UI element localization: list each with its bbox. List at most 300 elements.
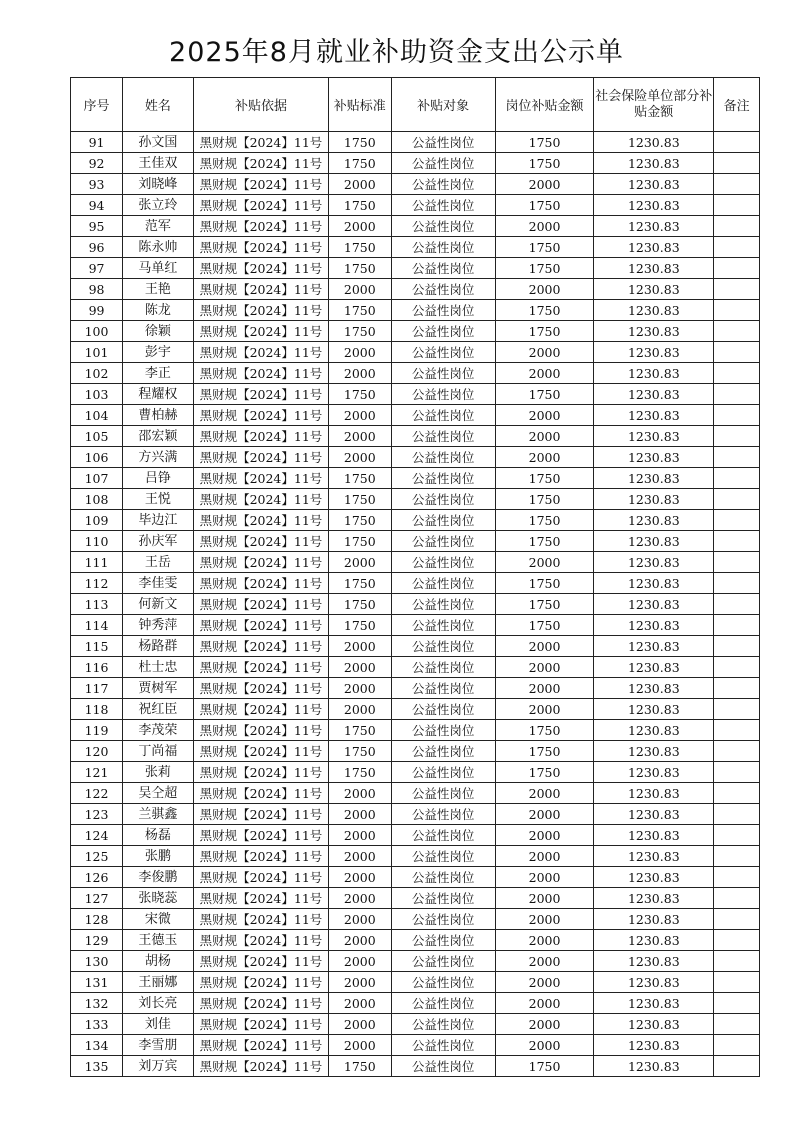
cell-target: 公益性岗位 bbox=[391, 321, 495, 342]
cell-insurance-amount: 1230.83 bbox=[594, 930, 714, 951]
table-row bbox=[71, 636, 760, 657]
cell-insurance-amount: 1230.83 bbox=[594, 468, 714, 489]
cell-target: 公益性岗位 bbox=[391, 363, 495, 384]
cell-standard: 1750 bbox=[329, 531, 391, 552]
cell-name: 胡杨 bbox=[123, 951, 194, 972]
cell-post-amount: 1750 bbox=[495, 531, 594, 552]
table-row bbox=[71, 384, 760, 405]
cell-standard: 2000 bbox=[329, 447, 391, 468]
cell-target: 公益性岗位 bbox=[391, 300, 495, 321]
cell-insurance-amount: 1230.83 bbox=[594, 762, 714, 783]
cell-basis: 黑财规【2024】11号 bbox=[193, 1035, 328, 1056]
cell-basis: 黑财规【2024】11号 bbox=[193, 1056, 328, 1077]
header-post-amount: 岗位补贴金额 bbox=[495, 78, 594, 132]
cell-basis: 黑财规【2024】11号 bbox=[193, 531, 328, 552]
cell-insurance-amount: 1230.83 bbox=[594, 615, 714, 636]
table-header-row bbox=[71, 78, 760, 132]
cell-insurance-amount: 1230.83 bbox=[594, 909, 714, 930]
cell-post-amount: 2000 bbox=[495, 699, 594, 720]
cell-no: 125 bbox=[71, 846, 123, 867]
cell-insurance-amount: 1230.83 bbox=[594, 741, 714, 762]
cell-name: 毕边江 bbox=[123, 510, 194, 531]
cell-no: 126 bbox=[71, 867, 123, 888]
cell-remark bbox=[714, 258, 760, 279]
table-row bbox=[71, 846, 760, 867]
cell-insurance-amount: 1230.83 bbox=[594, 573, 714, 594]
cell-basis: 黑财规【2024】11号 bbox=[193, 720, 328, 741]
table-row bbox=[71, 867, 760, 888]
cell-standard: 1750 bbox=[329, 594, 391, 615]
cell-insurance-amount: 1230.83 bbox=[594, 699, 714, 720]
cell-no: 128 bbox=[71, 909, 123, 930]
cell-standard: 2000 bbox=[329, 930, 391, 951]
cell-no: 96 bbox=[71, 237, 123, 258]
cell-no: 92 bbox=[71, 153, 123, 174]
cell-post-amount: 1750 bbox=[495, 195, 594, 216]
cell-no: 135 bbox=[71, 1056, 123, 1077]
cell-basis: 黑财规【2024】11号 bbox=[193, 741, 328, 762]
cell-remark bbox=[714, 405, 760, 426]
cell-name: 丁尚福 bbox=[123, 741, 194, 762]
table-row bbox=[71, 300, 760, 321]
cell-no: 129 bbox=[71, 930, 123, 951]
cell-remark bbox=[714, 720, 760, 741]
cell-target: 公益性岗位 bbox=[391, 1014, 495, 1035]
cell-no: 118 bbox=[71, 699, 123, 720]
cell-remark bbox=[714, 699, 760, 720]
cell-post-amount: 2000 bbox=[495, 867, 594, 888]
cell-basis: 黑财规【2024】11号 bbox=[193, 762, 328, 783]
cell-post-amount: 1750 bbox=[495, 489, 594, 510]
cell-name: 刘万宾 bbox=[123, 1056, 194, 1077]
cell-name: 王丽娜 bbox=[123, 972, 194, 993]
cell-remark bbox=[714, 510, 760, 531]
cell-name: 张莉 bbox=[123, 762, 194, 783]
cell-standard: 2000 bbox=[329, 657, 391, 678]
header-name: 姓名 bbox=[123, 78, 194, 132]
cell-no: 121 bbox=[71, 762, 123, 783]
cell-no: 119 bbox=[71, 720, 123, 741]
cell-target: 公益性岗位 bbox=[391, 993, 495, 1014]
cell-name: 王岳 bbox=[123, 552, 194, 573]
table-row bbox=[71, 972, 760, 993]
cell-name: 马单红 bbox=[123, 258, 194, 279]
table-row bbox=[71, 993, 760, 1014]
cell-no: 132 bbox=[71, 993, 123, 1014]
cell-no: 133 bbox=[71, 1014, 123, 1035]
cell-name: 范军 bbox=[123, 216, 194, 237]
cell-post-amount: 2000 bbox=[495, 426, 594, 447]
cell-standard: 1750 bbox=[329, 573, 391, 594]
table-row bbox=[71, 279, 760, 300]
cell-remark bbox=[714, 426, 760, 447]
cell-standard: 1750 bbox=[329, 741, 391, 762]
cell-name: 李佳雯 bbox=[123, 573, 194, 594]
cell-name: 杨路群 bbox=[123, 636, 194, 657]
table-row bbox=[71, 153, 760, 174]
cell-name: 刘长亮 bbox=[123, 993, 194, 1014]
cell-insurance-amount: 1230.83 bbox=[594, 1035, 714, 1056]
cell-standard: 2000 bbox=[329, 993, 391, 1014]
cell-basis: 黑财规【2024】11号 bbox=[193, 615, 328, 636]
cell-basis: 黑财规【2024】11号 bbox=[193, 195, 328, 216]
cell-basis: 黑财规【2024】11号 bbox=[193, 468, 328, 489]
cell-standard: 1750 bbox=[329, 762, 391, 783]
cell-standard: 2000 bbox=[329, 825, 391, 846]
cell-target: 公益性岗位 bbox=[391, 762, 495, 783]
cell-standard: 2000 bbox=[329, 867, 391, 888]
cell-remark bbox=[714, 174, 760, 195]
cell-basis: 黑财规【2024】11号 bbox=[193, 1014, 328, 1035]
cell-remark bbox=[714, 531, 760, 552]
cell-remark bbox=[714, 279, 760, 300]
cell-insurance-amount: 1230.83 bbox=[594, 657, 714, 678]
cell-insurance-amount: 1230.83 bbox=[594, 489, 714, 510]
cell-remark bbox=[714, 867, 760, 888]
cell-standard: 2000 bbox=[329, 279, 391, 300]
cell-standard: 2000 bbox=[329, 405, 391, 426]
cell-target: 公益性岗位 bbox=[391, 552, 495, 573]
cell-remark bbox=[714, 489, 760, 510]
cell-post-amount: 2000 bbox=[495, 174, 594, 195]
cell-remark bbox=[714, 216, 760, 237]
cell-remark bbox=[714, 552, 760, 573]
table-row bbox=[71, 447, 760, 468]
table-row bbox=[71, 783, 760, 804]
cell-standard: 2000 bbox=[329, 909, 391, 930]
cell-standard: 1750 bbox=[329, 132, 391, 153]
cell-remark bbox=[714, 321, 760, 342]
cell-basis: 黑财规【2024】11号 bbox=[193, 489, 328, 510]
cell-basis: 黑财规【2024】11号 bbox=[193, 447, 328, 468]
cell-insurance-amount: 1230.83 bbox=[594, 972, 714, 993]
cell-name: 彭宇 bbox=[123, 342, 194, 363]
table-row bbox=[71, 909, 760, 930]
cell-post-amount: 2000 bbox=[495, 552, 594, 573]
cell-post-amount: 1750 bbox=[495, 762, 594, 783]
cell-name: 张立玲 bbox=[123, 195, 194, 216]
cell-no: 110 bbox=[71, 531, 123, 552]
cell-basis: 黑财规【2024】11号 bbox=[193, 426, 328, 447]
cell-target: 公益性岗位 bbox=[391, 930, 495, 951]
table-row bbox=[71, 699, 760, 720]
cell-target: 公益性岗位 bbox=[391, 258, 495, 279]
cell-target: 公益性岗位 bbox=[391, 741, 495, 762]
cell-basis: 黑财规【2024】11号 bbox=[193, 258, 328, 279]
cell-standard: 2000 bbox=[329, 888, 391, 909]
cell-target: 公益性岗位 bbox=[391, 195, 495, 216]
cell-post-amount: 2000 bbox=[495, 972, 594, 993]
cell-target: 公益性岗位 bbox=[391, 846, 495, 867]
cell-standard: 2000 bbox=[329, 216, 391, 237]
cell-basis: 黑财规【2024】11号 bbox=[193, 132, 328, 153]
cell-no: 122 bbox=[71, 783, 123, 804]
cell-no: 111 bbox=[71, 552, 123, 573]
cell-post-amount: 2000 bbox=[495, 804, 594, 825]
cell-target: 公益性岗位 bbox=[391, 678, 495, 699]
cell-insurance-amount: 1230.83 bbox=[594, 804, 714, 825]
cell-target: 公益性岗位 bbox=[391, 426, 495, 447]
table-row bbox=[71, 1035, 760, 1056]
cell-post-amount: 2000 bbox=[495, 993, 594, 1014]
cell-insurance-amount: 1230.83 bbox=[594, 384, 714, 405]
cell-post-amount: 1750 bbox=[495, 258, 594, 279]
cell-name: 孙庆军 bbox=[123, 531, 194, 552]
cell-name: 陈永帅 bbox=[123, 237, 194, 258]
cell-standard: 2000 bbox=[329, 804, 391, 825]
cell-remark bbox=[714, 573, 760, 594]
cell-basis: 黑财规【2024】11号 bbox=[193, 636, 328, 657]
cell-remark bbox=[714, 825, 760, 846]
cell-post-amount: 2000 bbox=[495, 825, 594, 846]
cell-target: 公益性岗位 bbox=[391, 447, 495, 468]
table-row bbox=[71, 615, 760, 636]
cell-insurance-amount: 1230.83 bbox=[594, 300, 714, 321]
cell-target: 公益性岗位 bbox=[391, 216, 495, 237]
cell-name: 王佳双 bbox=[123, 153, 194, 174]
cell-post-amount: 2000 bbox=[495, 678, 594, 699]
cell-target: 公益性岗位 bbox=[391, 132, 495, 153]
cell-basis: 黑财规【2024】11号 bbox=[193, 678, 328, 699]
cell-remark bbox=[714, 300, 760, 321]
cell-basis: 黑财规【2024】11号 bbox=[193, 153, 328, 174]
cell-basis: 黑财规【2024】11号 bbox=[193, 174, 328, 195]
cell-standard: 1750 bbox=[329, 615, 391, 636]
cell-standard: 2000 bbox=[329, 552, 391, 573]
cell-post-amount: 2000 bbox=[495, 216, 594, 237]
cell-basis: 黑财规【2024】11号 bbox=[193, 804, 328, 825]
cell-insurance-amount: 1230.83 bbox=[594, 405, 714, 426]
cell-target: 公益性岗位 bbox=[391, 951, 495, 972]
cell-remark bbox=[714, 384, 760, 405]
cell-name: 李茂荣 bbox=[123, 720, 194, 741]
cell-remark bbox=[714, 888, 760, 909]
cell-remark bbox=[714, 678, 760, 699]
cell-post-amount: 1750 bbox=[495, 573, 594, 594]
cell-no: 117 bbox=[71, 678, 123, 699]
table-row bbox=[71, 237, 760, 258]
cell-no: 102 bbox=[71, 363, 123, 384]
cell-remark bbox=[714, 195, 760, 216]
cell-post-amount: 1750 bbox=[495, 510, 594, 531]
cell-name: 王悦 bbox=[123, 489, 194, 510]
cell-no: 97 bbox=[71, 258, 123, 279]
cell-no: 99 bbox=[71, 300, 123, 321]
cell-basis: 黑财规【2024】11号 bbox=[193, 783, 328, 804]
table-row bbox=[71, 489, 760, 510]
cell-target: 公益性岗位 bbox=[391, 657, 495, 678]
cell-insurance-amount: 1230.83 bbox=[594, 636, 714, 657]
cell-insurance-amount: 1230.83 bbox=[594, 216, 714, 237]
cell-insurance-amount: 1230.83 bbox=[594, 153, 714, 174]
cell-no: 113 bbox=[71, 594, 123, 615]
cell-remark bbox=[714, 846, 760, 867]
cell-name: 程耀权 bbox=[123, 384, 194, 405]
cell-basis: 黑财规【2024】11号 bbox=[193, 909, 328, 930]
cell-insurance-amount: 1230.83 bbox=[594, 888, 714, 909]
cell-no: 116 bbox=[71, 657, 123, 678]
cell-no: 109 bbox=[71, 510, 123, 531]
cell-remark bbox=[714, 237, 760, 258]
cell-name: 刘晓峰 bbox=[123, 174, 194, 195]
cell-name: 兰骐鑫 bbox=[123, 804, 194, 825]
cell-target: 公益性岗位 bbox=[391, 279, 495, 300]
cell-target: 公益性岗位 bbox=[391, 720, 495, 741]
cell-remark bbox=[714, 657, 760, 678]
cell-no: 105 bbox=[71, 426, 123, 447]
cell-target: 公益性岗位 bbox=[391, 153, 495, 174]
cell-insurance-amount: 1230.83 bbox=[594, 1014, 714, 1035]
cell-target: 公益性岗位 bbox=[391, 1035, 495, 1056]
cell-standard: 2000 bbox=[329, 636, 391, 657]
table-row bbox=[71, 762, 760, 783]
cell-basis: 黑财规【2024】11号 bbox=[193, 363, 328, 384]
cell-remark bbox=[714, 1035, 760, 1056]
cell-standard: 1750 bbox=[329, 468, 391, 489]
cell-remark bbox=[714, 972, 760, 993]
cell-remark bbox=[714, 951, 760, 972]
cell-insurance-amount: 1230.83 bbox=[594, 783, 714, 804]
cell-name: 何新文 bbox=[123, 594, 194, 615]
cell-name: 徐颖 bbox=[123, 321, 194, 342]
cell-remark bbox=[714, 594, 760, 615]
cell-basis: 黑财规【2024】11号 bbox=[193, 888, 328, 909]
cell-post-amount: 2000 bbox=[495, 846, 594, 867]
cell-target: 公益性岗位 bbox=[391, 888, 495, 909]
cell-remark bbox=[714, 762, 760, 783]
cell-basis: 黑财规【2024】11号 bbox=[193, 321, 328, 342]
cell-target: 公益性岗位 bbox=[391, 174, 495, 195]
cell-target: 公益性岗位 bbox=[391, 783, 495, 804]
cell-name: 钟秀萍 bbox=[123, 615, 194, 636]
table-row bbox=[71, 888, 760, 909]
cell-target: 公益性岗位 bbox=[391, 594, 495, 615]
table-row bbox=[71, 321, 760, 342]
cell-post-amount: 2000 bbox=[495, 279, 594, 300]
cell-insurance-amount: 1230.83 bbox=[594, 426, 714, 447]
cell-name: 祝红臣 bbox=[123, 699, 194, 720]
cell-post-amount: 2000 bbox=[495, 888, 594, 909]
cell-standard: 2000 bbox=[329, 699, 391, 720]
table-row bbox=[71, 573, 760, 594]
cell-name: 张晓蕊 bbox=[123, 888, 194, 909]
cell-target: 公益性岗位 bbox=[391, 531, 495, 552]
cell-remark bbox=[714, 783, 760, 804]
cell-insurance-amount: 1230.83 bbox=[594, 1056, 714, 1077]
cell-basis: 黑财规【2024】11号 bbox=[193, 552, 328, 573]
cell-basis: 黑财规【2024】11号 bbox=[193, 573, 328, 594]
cell-no: 91 bbox=[71, 132, 123, 153]
cell-target: 公益性岗位 bbox=[391, 1056, 495, 1077]
cell-basis: 黑财规【2024】11号 bbox=[193, 993, 328, 1014]
cell-remark bbox=[714, 132, 760, 153]
cell-name: 邵宏颖 bbox=[123, 426, 194, 447]
cell-post-amount: 1750 bbox=[495, 300, 594, 321]
cell-standard: 2000 bbox=[329, 363, 391, 384]
cell-target: 公益性岗位 bbox=[391, 468, 495, 489]
cell-name: 宋微 bbox=[123, 909, 194, 930]
cell-insurance-amount: 1230.83 bbox=[594, 594, 714, 615]
cell-name: 吕铮 bbox=[123, 468, 194, 489]
cell-name: 王德玉 bbox=[123, 930, 194, 951]
table-row bbox=[71, 1014, 760, 1035]
table-row bbox=[71, 804, 760, 825]
cell-basis: 黑财规【2024】11号 bbox=[193, 300, 328, 321]
cell-no: 101 bbox=[71, 342, 123, 363]
cell-insurance-amount: 1230.83 bbox=[594, 195, 714, 216]
cell-standard: 1750 bbox=[329, 384, 391, 405]
cell-standard: 2000 bbox=[329, 846, 391, 867]
cell-name: 贾树军 bbox=[123, 678, 194, 699]
cell-target: 公益性岗位 bbox=[391, 615, 495, 636]
cell-insurance-amount: 1230.83 bbox=[594, 510, 714, 531]
cell-target: 公益性岗位 bbox=[391, 489, 495, 510]
table-row bbox=[71, 258, 760, 279]
cell-standard: 1750 bbox=[329, 258, 391, 279]
cell-basis: 黑财规【2024】11号 bbox=[193, 699, 328, 720]
table-row bbox=[71, 930, 760, 951]
cell-no: 114 bbox=[71, 615, 123, 636]
table-row bbox=[71, 363, 760, 384]
cell-remark bbox=[714, 1056, 760, 1077]
cell-basis: 黑财规【2024】11号 bbox=[193, 237, 328, 258]
cell-standard: 1750 bbox=[329, 720, 391, 741]
cell-insurance-amount: 1230.83 bbox=[594, 174, 714, 195]
cell-basis: 黑财规【2024】11号 bbox=[193, 846, 328, 867]
cell-name: 李俊鹏 bbox=[123, 867, 194, 888]
cell-standard: 2000 bbox=[329, 951, 391, 972]
cell-no: 123 bbox=[71, 804, 123, 825]
cell-basis: 黑财规【2024】11号 bbox=[193, 951, 328, 972]
cell-post-amount: 2000 bbox=[495, 405, 594, 426]
cell-target: 公益性岗位 bbox=[391, 909, 495, 930]
table-row bbox=[71, 657, 760, 678]
cell-insurance-amount: 1230.83 bbox=[594, 846, 714, 867]
cell-standard: 2000 bbox=[329, 342, 391, 363]
cell-insurance-amount: 1230.83 bbox=[594, 867, 714, 888]
cell-target: 公益性岗位 bbox=[391, 825, 495, 846]
header-standard: 补贴标准 bbox=[329, 78, 391, 132]
cell-no: 98 bbox=[71, 279, 123, 300]
cell-basis: 黑财规【2024】11号 bbox=[193, 972, 328, 993]
cell-no: 124 bbox=[71, 825, 123, 846]
cell-post-amount: 2000 bbox=[495, 363, 594, 384]
cell-no: 112 bbox=[71, 573, 123, 594]
cell-standard: 1750 bbox=[329, 153, 391, 174]
table-row bbox=[71, 741, 760, 762]
table-row bbox=[71, 510, 760, 531]
cell-post-amount: 1750 bbox=[495, 615, 594, 636]
cell-standard: 1750 bbox=[329, 489, 391, 510]
cell-insurance-amount: 1230.83 bbox=[594, 258, 714, 279]
cell-post-amount: 2000 bbox=[495, 930, 594, 951]
cell-no: 131 bbox=[71, 972, 123, 993]
cell-insurance-amount: 1230.83 bbox=[594, 825, 714, 846]
cell-no: 106 bbox=[71, 447, 123, 468]
table-row bbox=[71, 531, 760, 552]
cell-post-amount: 2000 bbox=[495, 636, 594, 657]
table-row bbox=[71, 720, 760, 741]
cell-standard: 1750 bbox=[329, 321, 391, 342]
cell-standard: 1750 bbox=[329, 195, 391, 216]
page-title: 2025年8月就业补助资金支出公示单 bbox=[169, 37, 624, 68]
table-row bbox=[71, 951, 760, 972]
cell-basis: 黑财规【2024】11号 bbox=[193, 405, 328, 426]
cell-no: 107 bbox=[71, 468, 123, 489]
cell-remark bbox=[714, 804, 760, 825]
cell-remark bbox=[714, 909, 760, 930]
table-row bbox=[71, 426, 760, 447]
